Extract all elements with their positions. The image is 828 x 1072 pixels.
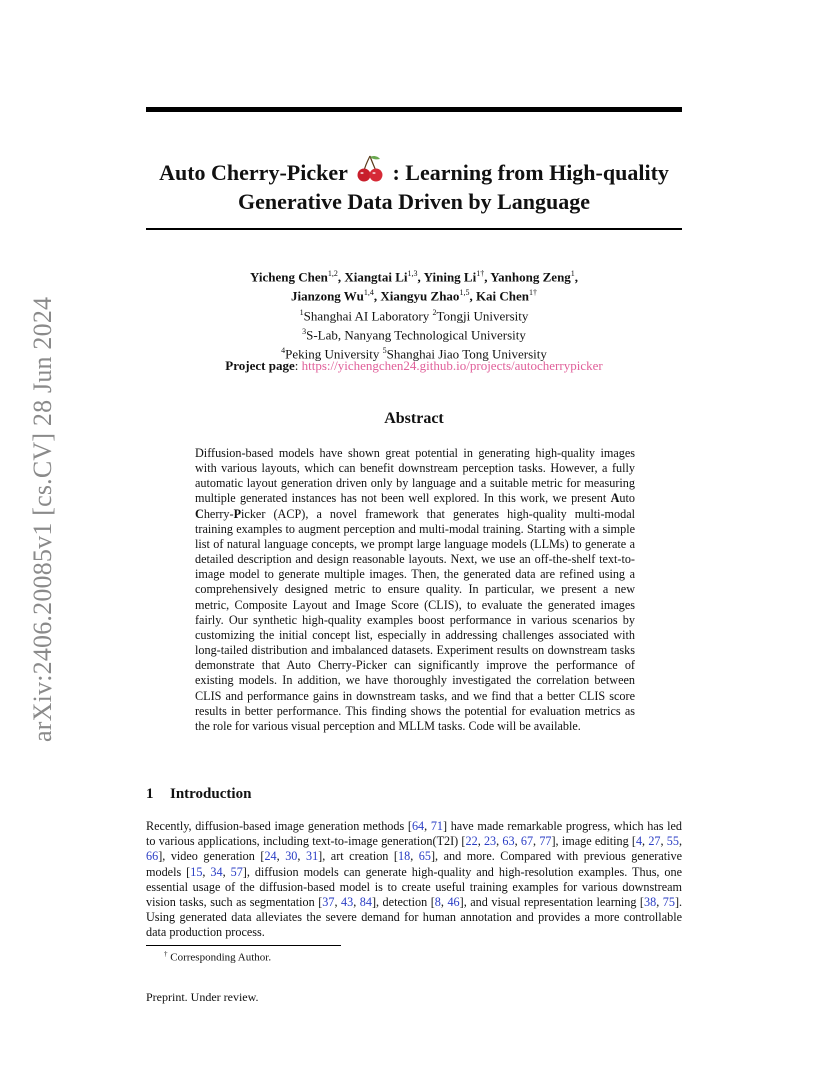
author-names: Yicheng Chen$^{1,2}$, Xiangtai Li$^{1,3}$, Yining $Li^{1\dagger}$, Yanhong Zeng$^1$, Jianzong Wu$^{1,4}$, Xiangyu Zhao$^{1,5}$, Kai Chen$^{1\dagger}$ <box>249 269 579 304</box>
citation-link[interactable]: 67 <box>520 834 534 849</box>
preprint-footer: Preprint. Under review. <box>146 990 259 1004</box>
citation-link[interactable]: 66 <box>146 849 159 864</box>
project-page-line: Project page: https://yichengchen24.github.io/projects/autocherrypicker <box>225 358 603 373</box>
footnote-text: Corresponding Author. <box>170 951 272 964</box>
author-name: Kai Chen <box>475 288 530 304</box>
citation-link[interactable]: 71 <box>430 819 443 833</box>
citation-link[interactable]: 37 <box>322 895 335 910</box>
abstract-text: uto <box>619 491 635 506</box>
cherry-icon <box>355 154 385 184</box>
title-line2: Generative Data Driven by Language <box>238 189 590 214</box>
abstract-text: herry- <box>203 506 234 521</box>
citation-link[interactable]: 46 <box>447 895 460 910</box>
acronym-letter: C <box>195 506 204 521</box>
citation-link[interactable]: 64 <box>411 819 425 833</box>
author-affiliation-sup: 1,5 <box>459 288 470 298</box>
author-name: Xiangtai Li <box>344 269 408 285</box>
citation-link[interactable]: 77 <box>539 834 552 849</box>
citation-link[interactable]: 65 <box>418 849 431 864</box>
intro-text: ], diffusion models can generate high-quality and high-resolution examples. Thus, one essential usage of the diffusion-based model is to create useful training examples for various downstream vision tasks, such as segmentation [ <box>146 864 683 910</box>
title-bottom-rule <box>146 228 682 230</box>
project-page-link[interactable]: https://yichengchen24.github.io/projects/autocherrypicker <box>301 358 603 373</box>
affiliation: Shanghai Jiao Tong University <box>386 346 547 362</box>
paper-title <box>146 154 682 216</box>
author-name: Yicheng Chen <box>249 269 328 285</box>
author-block <box>146 266 682 363</box>
title-line1-start: Auto Cherry-Picker <box>159 160 348 185</box>
project-page-label: Project page <box>225 358 295 373</box>
author-name: Xiangyu Zhao <box>380 288 460 304</box>
affiliation: Peking University <box>285 346 380 362</box>
citation-link[interactable]: 34 <box>210 864 223 879</box>
section-title: Introduction <box>170 786 252 802</box>
author-affiliation-sup: 1,3 <box>407 269 418 278</box>
citation-link[interactable]: 22 <box>465 834 478 849</box>
citation-link[interactable]: 23 <box>483 834 497 849</box>
intro-text: ], and visual representation learning [ <box>459 895 644 910</box>
intro-text: ], and more. Compared with previous generative models [ <box>146 849 683 879</box>
abstract-heading: Abstract <box>384 410 444 427</box>
intro-text: ], art creation [ <box>318 849 398 864</box>
author-affiliation-sup: 1 <box>570 269 575 278</box>
intro-text: Recently, diffusion-based image generation methods [ <box>146 819 412 833</box>
affiliation-line: $^1$Shanghai AI Laboratory $^2$Tongji University <box>299 307 529 323</box>
citation-link[interactable]: 43 <box>341 895 354 910</box>
author-name: Yining Li <box>423 269 477 285</box>
citation-link[interactable]: 8 <box>434 895 441 910</box>
affiliation: Tongji University <box>436 307 529 323</box>
citation-link[interactable]: 31 <box>305 849 319 864</box>
citation-link[interactable]: 57 <box>230 864 243 879</box>
arxiv-sidebar-stamp: arXiv:2406.20085v1 [cs.CV] 28 Jun 2024 <box>28 296 57 742</box>
intro-text: ]. Using generated data alleviates the severe demand for human annotation and provides a more controllable data production process. <box>146 895 683 940</box>
acronym-letter: P <box>233 506 242 521</box>
intro-text: ], image editing [ <box>551 834 636 849</box>
abstract-text: Diffusion-based models have shown great potential in generating high-quality images with various layouts, which can benefit downstream perception tasks. However, a fully automatic layout generation driven only by language and a suitable metric for measuring multiple generated instances has not been well explored. In this work, we present <box>195 446 635 506</box>
abstract-text: icker <box>241 506 266 521</box>
title-top-rule <box>146 107 682 112</box>
affiliation-line: $^4$Peking University $^5$Shanghai Jiao Tong University <box>281 346 547 362</box>
intro-text: ], detection [ <box>371 895 435 910</box>
section-number: 1 <box>146 786 154 802</box>
citation-link[interactable]: 38 <box>644 895 657 910</box>
citation-link[interactable]: 18 <box>398 849 411 864</box>
acronym-letter: A <box>610 491 620 506</box>
author-name: Jianzong Wu <box>290 288 364 304</box>
author-affiliation-sup: 1† <box>476 269 485 278</box>
citation-link[interactable]: 27 <box>648 834 661 849</box>
section-heading-introduction <box>146 786 251 803</box>
affiliation: Shanghai AI Laboratory <box>303 307 430 323</box>
title-line1-end: : Learning from High-quality <box>392 160 669 185</box>
citation-link[interactable]: 24 <box>264 849 277 864</box>
intro-text: ], video generation [ <box>158 849 265 864</box>
author-affiliation-sup: 1,4 <box>363 288 374 298</box>
citation-link[interactable]: 4 <box>635 834 643 849</box>
author-name: Yanhong Zeng <box>490 269 571 285</box>
footnote <box>164 950 271 964</box>
affiliation-line: $^3$S-Lab, Nanyang Technological University <box>302 326 526 343</box>
footnote-rule <box>146 945 341 946</box>
citation-link[interactable]: 15 <box>190 864 203 879</box>
citation-link[interactable]: 55 <box>666 834 679 849</box>
citation-link[interactable]: 30 <box>285 849 298 864</box>
citation-link[interactable]: 63 <box>502 834 515 849</box>
citation-link[interactable]: 84 <box>359 895 372 910</box>
intro-text: ] have made remarkable progress, which has led to various applications, including text-to-image generation(T2I) [ <box>146 819 682 849</box>
citation-link[interactable]: 75 <box>662 895 675 910</box>
author-affiliation-sup: 1† <box>529 288 538 298</box>
abstract-body <box>195 446 635 734</box>
author-affiliation-sup: 1,2 <box>327 269 338 278</box>
abstract-text: (ACP), a novel framework that generates high-quality multi-modal training examples to augment perception and multi-modal training. Starting with a simple list of natural language concepts, we prompt large language models (LLMs) to generate a detailed description and design reasonable layouts. Next, we use an off-the-shelf text-to-image model to generate multiple images. Then, the generated data are refined using a comprehensively designed metric to ensure quality. In particular, we present a new metric, Composite Layout and Image Score (CLIS), to evaluate the generated images fairly. Our synthetic high-quality examples boost performance in various scenarios by customizing the initial concept list, especially in addressing challenges associated with long-tailed distribution and imbalanced datasets. Experiment results on downstream tasks demonstrate that Auto Cherry-Picker can significantly improve the performance of existing models. In addition, we have thoroughly investigated the correlation between CLIS and performance gains in downstream tasks, and we find that a better CLIS score results in better performance. This finding shows the potential for evaluation metrics as the role for various visual perception and MLLM tasks. Code will be available. <box>195 506 635 733</box>
introduction-paragraph: Recently, diffusion-based image generation methods [64, 71] have made remarkable progress, which has led to various applications, including text-to-image generation(T2I) [22, 23, 63, 67, 77], image editing [4, 27, 55, 66], video generation [24, 30, 31], art creation [18, 65], and more. Compared with previous generative models [15, 34, 57], diffusion models can generate high-quality and high-resolution examples. Thus, one essential usage of the diffusion-based model is to create useful training examples for various downstream vision tasks, such as segmentation [37, 43, 84], detection [8, 46], and visual representation learning [38, 75]. Using generated data alleviates the severe demand for human annotation and provides a more controllable data production process. <box>146 819 683 940</box>
footnote-mark: † <box>164 950 168 958</box>
affiliation: S-Lab, Nanyang Technological University <box>306 327 526 343</box>
